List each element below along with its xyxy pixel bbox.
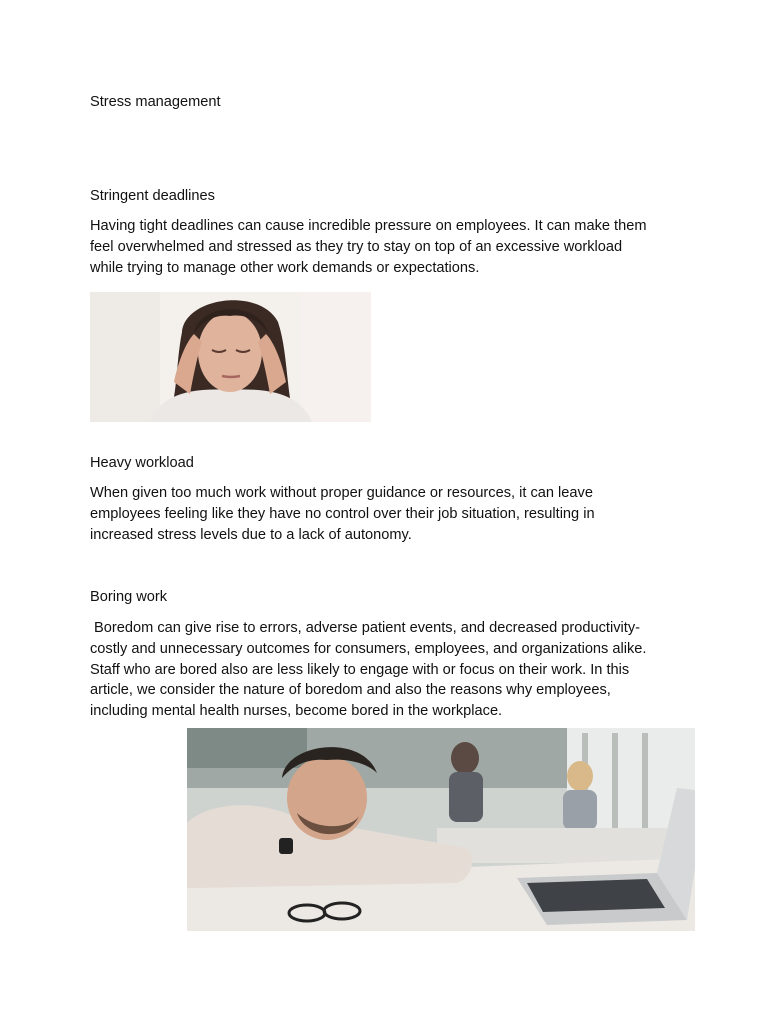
paragraph-line: Boredom can give rise to errors, adverse patient events, and decreased productivity-: [90, 620, 640, 636]
section-heading-stringent-deadlines: Stringent deadlines: [90, 188, 215, 204]
section-heading-boring-work: Boring work: [90, 589, 168, 605]
paragraph-line: Staff who are bored also are less likely to engage with or focus on their work. In this: [90, 661, 630, 678]
paragraph-line: Having tight deadlines can cause incredible pressure on employees. It can make them: [90, 218, 647, 234]
paragraph-line: while trying to manage other work demands or expectations.: [90, 259, 480, 276]
page-title: Stress management: [90, 94, 221, 110]
stressed-woman-illustration: [90, 292, 371, 422]
paragraph-line: costly and unnecessary outcomes for consumers, employees, and organizations alike.: [90, 640, 647, 657]
bored-man-illustration: [187, 728, 695, 931]
stressed-woman-image: [90, 292, 371, 422]
bored-man-at-laptop-image: [187, 728, 695, 931]
paragraph-line: article, we consider the nature of boredom and also the reasons why employees,: [90, 682, 611, 699]
paragraph-line: employees feeling like they have no control over their job situation, resulting in: [90, 505, 595, 522]
section-paragraph-boring-work: [90, 618, 690, 722]
section-paragraph-stringent-deadlines: [90, 216, 690, 278]
paragraph-line: feel overwhelmed and stressed as they try to stay on top of an excessive workload: [90, 238, 623, 255]
section-paragraph-heavy-workload: [90, 483, 690, 545]
paragraph-line: including mental health nurses, become bored in the workplace.: [90, 703, 503, 720]
paragraph-line: increased stress levels due to a lack of autonomy.: [90, 526, 412, 543]
paragraph-line: When given too much work without proper guidance or resources, it can leave: [90, 485, 593, 501]
section-heading-heavy-workload: Heavy workload: [90, 455, 194, 471]
